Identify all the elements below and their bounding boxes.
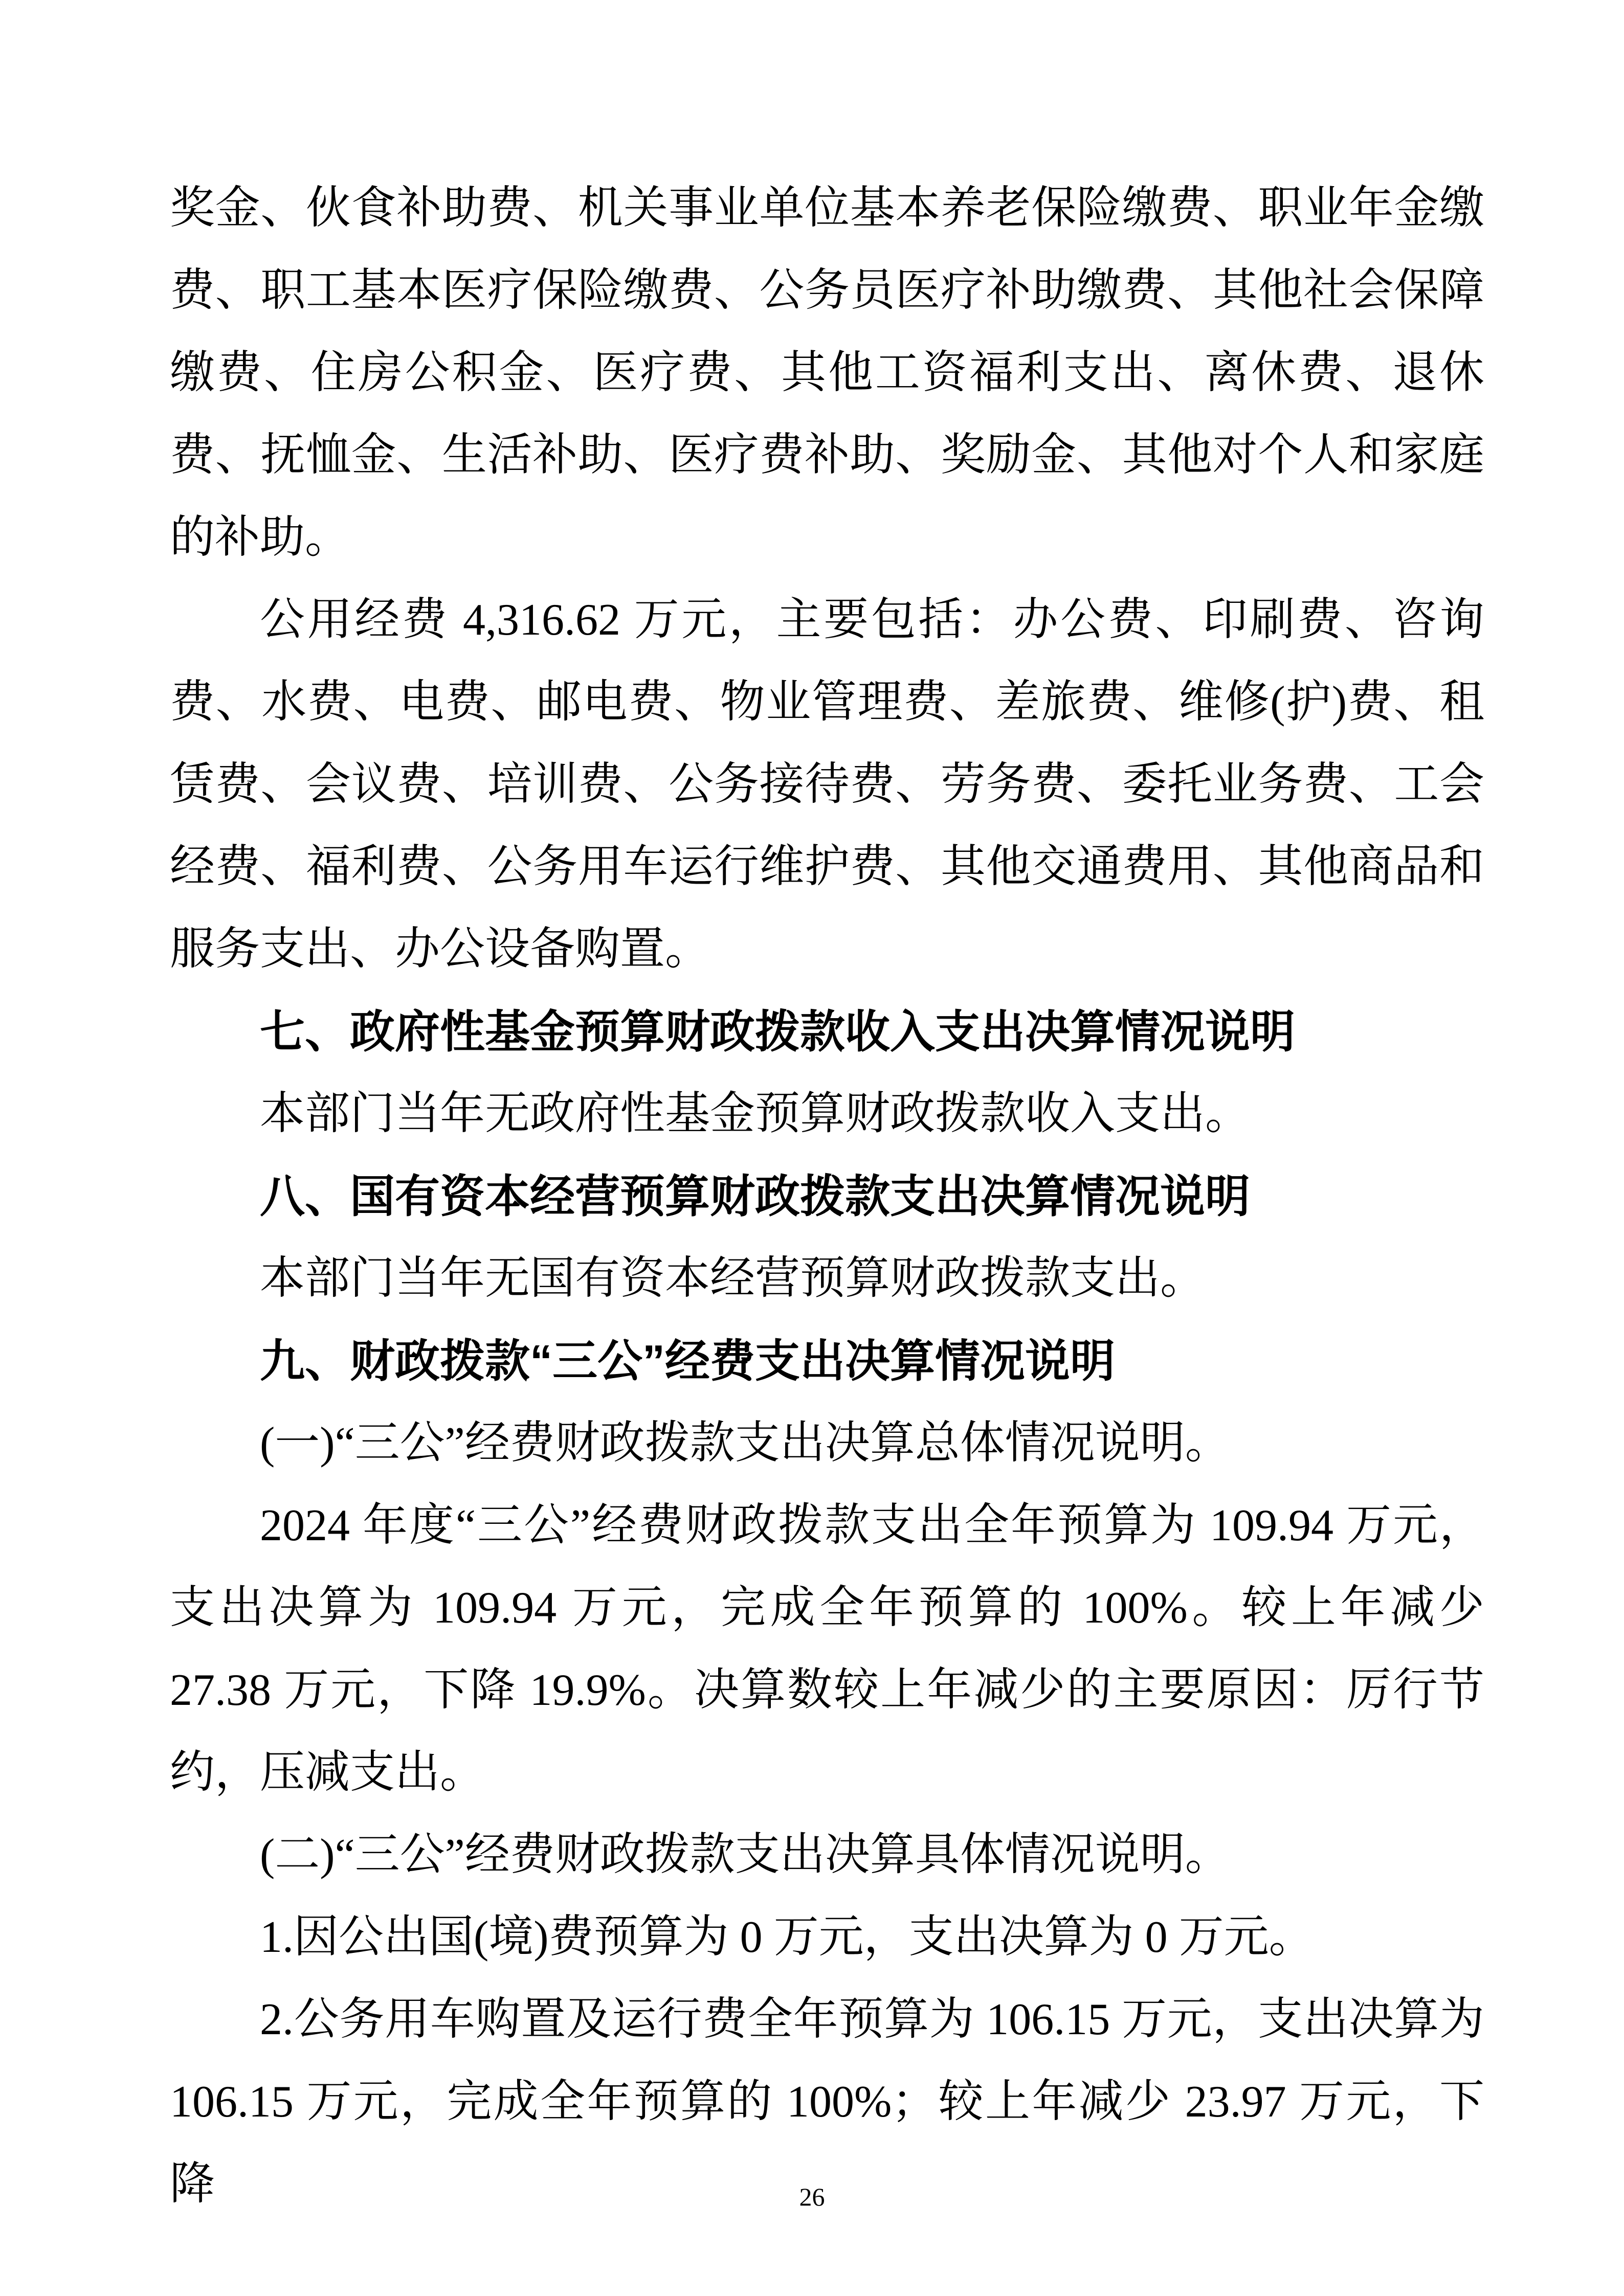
paragraph-three-public-overall-title: (一)“三公”经费财政拨款支出决算总体情况说明。 [260, 1419, 1230, 1468]
paragraph-three-public-detail-title: (二)“三公”经费财政拨款支出决算具体情况说明。 [260, 1830, 1230, 1880]
page-number: 26 [799, 2182, 825, 2211]
section-heading-9-three-public-expenses: 九、财政拨款“三公”经费支出决算情况说明 [260, 1336, 1116, 1386]
section-heading-8-state-capital-budget: 八、国有资本经营预算财政拨款支出决算情况说明 [260, 1171, 1251, 1222]
paragraph-section-8-statement: 本部门当年无国有资本经营预算财政拨款支出。 [260, 1254, 1206, 1303]
page-footer [0, 2181, 1624, 2212]
paragraph-three-public-overall-figures: 2024 年度“三公”经费财政拨款支出全年预算为 109.94 万元，支出决算为 109.94 万元，完成全年预算的 100%。较上年减少 27.38 万元，下降 19.9%。决算数较上年减少的主要原因：厉行节约，压减支出。 [170, 1501, 1484, 1797]
document-body [170, 167, 1484, 2225]
paragraph-overseas-travel-expense: 1.因公出国(境)费预算为 0 万元，支出决算为 0 万元。 [260, 1912, 1314, 1962]
paragraph-public-funds-breakdown: 公用经费 4,316.62 万元，主要包括：办公费、印刷费、咨询费、水费、电费、邮电费、物业管理费、差旅费、维修(护)费、租赁费、会议费、培训费、公务接待费、劳务费、委托业务费、工会经费、福利费、公务用车运行维护费、其他交通费用、其他商品和服务支出、办公设备购置。 [170, 595, 1484, 974]
paragraph-section-7-statement: 本部门当年无政府性基金预算财政拨款收入支出。 [260, 1089, 1251, 1139]
paragraph-official-vehicle-expense: 2.公务用车购置及运行费全年预算为 106.15 万元，支出决算为 106.15 万元，完成全年预算的 100%；较上年减少 23.97 万元，下降 [170, 1995, 1484, 2209]
paragraph-personnel-expense-items: 奖金、伙食补助费、机关事业单位基本养老保险缴费、职业年金缴费、职工基本医疗保险缴费、公务员医疗补助缴费、其他社会保障缴费、住房公积金、医疗费、其他工资福利支出、离休费、退休费、抚恤金、生活补助、医疗费补助、奖励金、其他对个人和家庭的补助。 [170, 184, 1484, 562]
section-heading-7-gov-fund-budget: 七、政府性基金预算财政拨款收入支出决算情况说明 [260, 1006, 1296, 1057]
